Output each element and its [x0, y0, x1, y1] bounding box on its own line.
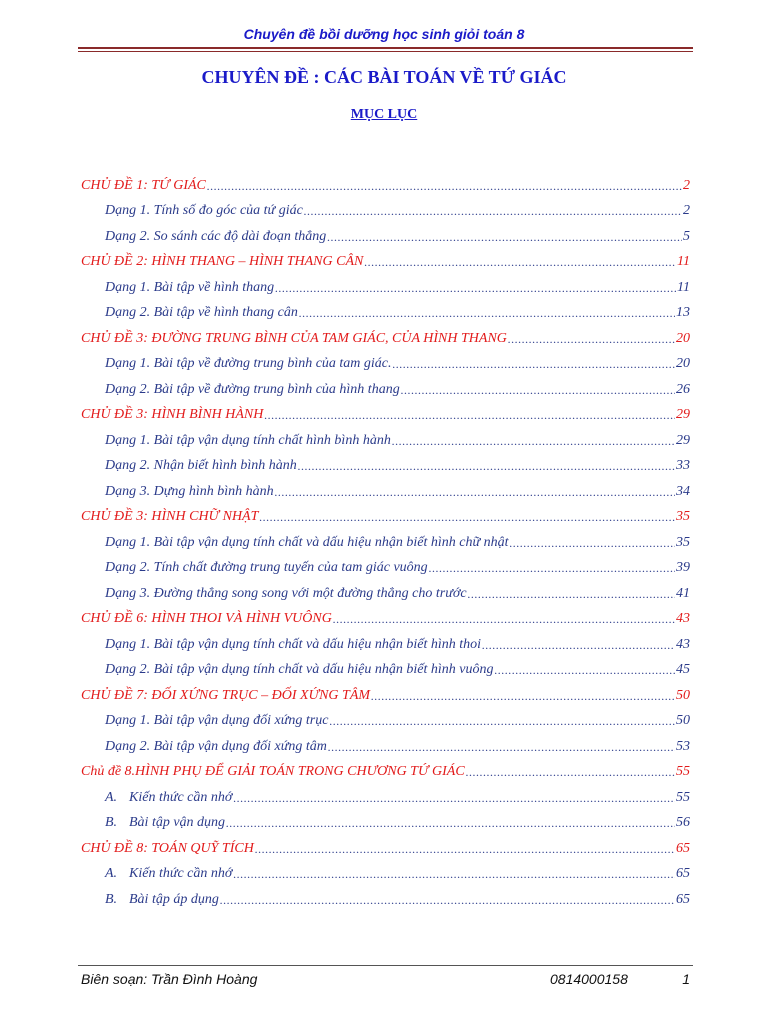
toc-subentry[interactable]: [81, 704, 690, 730]
toc-page-number: 53: [676, 738, 690, 754]
toc-leader-dots: [333, 611, 675, 627]
toc-entry-label: [105, 560, 428, 576]
toc-page-number: 11: [677, 254, 690, 269]
toc-page-number: 56: [676, 815, 690, 830]
toc-leader-dots: [275, 280, 676, 296]
toc-heading: MỤC LỤC: [350, 107, 418, 122]
toc-page-number: 5: [683, 228, 690, 244]
toc-page-number: 50: [676, 713, 690, 728]
toc-entry-text: Bài tập vận dụng: [129, 815, 226, 830]
toc-leader-dots: [466, 764, 675, 780]
toc-leader-dots: [429, 560, 675, 576]
toc-leader-dots: [468, 586, 675, 602]
toc-leader-dots: [259, 509, 675, 525]
toc-subentry[interactable]: [81, 423, 690, 449]
toc-page-number: 55: [676, 764, 690, 779]
toc-chapter-entry[interactable]: [81, 602, 690, 628]
toc-leader-dots: [264, 407, 675, 423]
toc-entry-text: Dạng 2. Bài tập về hình thang cân: [105, 305, 298, 320]
toc-entry-marker: B.: [105, 891, 118, 907]
toc-entry-label: [81, 509, 258, 525]
footer-phone: 0814000158: [550, 971, 628, 987]
toc-leader-dots: [509, 535, 675, 551]
table-of-contents: [81, 168, 690, 908]
footer-rule: [78, 965, 693, 966]
toc-entry-label: [81, 178, 206, 194]
toc-page-number: 34: [676, 483, 690, 499]
toc-entry-text: Dạng 2. Nhận biết hình bình hành: [105, 458, 297, 473]
toc-entry-text: Dạng 1. Bài tập về hình thang: [105, 279, 275, 295]
toc-entry-label: [105, 739, 327, 755]
toc-entry-label: [105, 382, 400, 398]
footer-page-number: 1: [682, 971, 690, 987]
toc-entry-text: CHỦ ĐỀ 1: TỨ GIÁC: [81, 177, 206, 193]
toc-chapter-entry[interactable]: [81, 500, 690, 526]
toc-subentry[interactable]: [81, 449, 690, 475]
toc-entry-label: [81, 764, 465, 780]
toc-leader-dots: [392, 433, 675, 449]
toc-entry-label: [81, 331, 507, 347]
toc-page-number: 2: [683, 177, 690, 193]
toc-subentry[interactable]: [81, 296, 690, 322]
toc-entry-text: Dạng 1. Bài tập vận dụng tính chất hình bình hành: [105, 432, 391, 448]
toc-leader-dots: [371, 688, 675, 704]
header-rule-thin: [78, 51, 693, 52]
toc-entry-text: CHỦ ĐỀ 6: HÌNH THOI VÀ HÌNH VUÔNG: [81, 611, 332, 626]
toc-page-number: 55: [676, 789, 690, 805]
toc-subentry[interactable]: [81, 270, 690, 296]
toc-leader-dots: [401, 382, 675, 398]
toc-page-number: 20: [676, 330, 690, 346]
toc-entry-text: Dạng 2. Bài tập vận dụng tính chất và dấu hiệu nhận biết hình vuông: [105, 662, 494, 677]
toc-page-number: 20: [676, 356, 690, 371]
toc-subentry[interactable]: [81, 194, 690, 220]
toc-entry-text: Kiến thức cần nhớ: [129, 866, 233, 881]
toc-page-number: 29: [676, 407, 690, 422]
toc-entry-label: [105, 713, 328, 729]
toc-leader-dots: [364, 254, 676, 270]
toc-entry-label: [105, 280, 274, 296]
toc-subentry[interactable]: [81, 627, 690, 653]
toc-entry-text: Dạng 2. Bài tập vận dụng đối xứng tâm: [105, 738, 327, 754]
page-footer: [81, 971, 690, 991]
toc-subentry[interactable]: [81, 551, 690, 577]
toc-entry-label: [105, 203, 303, 219]
toc-subentry[interactable]: [81, 882, 690, 908]
toc-subentry[interactable]: [81, 653, 690, 679]
toc-subentry[interactable]: [81, 347, 690, 373]
toc-entry-label: [105, 790, 232, 806]
page-header: Chuyên đề bồi dưỡng học sinh giỏi toán 8: [243, 26, 525, 42]
toc-chapter-entry[interactable]: [81, 321, 690, 347]
toc-entry-label: [105, 305, 298, 321]
toc-page-number: 45: [676, 662, 690, 677]
toc-subentry[interactable]: [81, 474, 690, 500]
toc-entry-text: CHỦ ĐỀ 2: HÌNH THANG – HÌNH THANG CÂN: [81, 254, 364, 269]
toc-subentry[interactable]: [81, 219, 690, 245]
toc-page-number: 43: [676, 636, 690, 652]
toc-entry-text: CHỦ ĐỀ 3: HÌNH CHỮ NHẬT: [81, 509, 259, 524]
toc-page-number: 50: [676, 687, 690, 703]
toc-page-number: 13: [676, 305, 690, 320]
toc-chapter-entry[interactable]: [81, 678, 690, 704]
toc-entry-label: [81, 688, 370, 704]
toc-leader-dots: [393, 356, 675, 372]
toc-chapter-entry[interactable]: [81, 398, 690, 424]
toc-entry-label: [105, 433, 391, 449]
toc-subentry[interactable]: [81, 576, 690, 602]
toc-entry-label: [105, 535, 508, 551]
toc-page-number: 43: [676, 611, 690, 626]
toc-entry-label: [81, 611, 332, 627]
toc-chapter-entry[interactable]: [81, 245, 690, 271]
toc-leader-dots: [275, 484, 675, 500]
toc-page-number: 26: [676, 381, 690, 397]
toc-entry-text: Dạng 1. Bài tập vận dụng tính chất và dấu hiệu nhận biết hình thoi: [105, 636, 482, 652]
toc-leader-dots: [304, 203, 682, 219]
toc-entry-text: Dạng 1. Bài tập vận dụng tính chất và dấu hiệu nhận biết hình chữ nhật: [105, 534, 509, 550]
toc-entry-marker: A.: [105, 866, 118, 881]
toc-entry-text: Kiến thức cần nhớ: [129, 789, 233, 805]
toc-subentry[interactable]: [81, 857, 690, 883]
toc-entry-text: Dạng 1. Bài tập về đường trung bình của tam giác.: [105, 356, 392, 371]
toc-entry-label: [81, 254, 363, 270]
toc-entry-label: [105, 866, 232, 882]
toc-leader-dots: [233, 866, 675, 882]
toc-leader-dots: [220, 892, 675, 908]
toc-entry-text: Dạng 1. Tính số đo góc của tứ giác: [105, 203, 303, 218]
toc-leader-dots: [255, 841, 675, 857]
toc-entry-label: [105, 229, 326, 245]
toc-entry-label: [81, 407, 263, 423]
toc-entry-label: [105, 815, 225, 831]
toc-entry-text: CHỦ ĐỀ 7: ĐỐI XỨNG TRỤC – ĐỐI XỨNG TÂM: [81, 687, 371, 703]
toc-leader-dots: [207, 178, 682, 194]
toc-leader-dots: [226, 815, 675, 831]
toc-leader-dots: [328, 739, 675, 755]
toc-entry-marker: B.: [105, 815, 118, 830]
toc-page-number: 11: [677, 279, 690, 295]
toc-entry-text: CHỦ ĐỀ 3: ĐƯỜNG TRUNG BÌNH CỦA TAM GIÁC, CỦA HÌNH THANG: [81, 330, 507, 346]
toc-entry-label: [105, 356, 392, 372]
toc-page-number: 65: [676, 840, 690, 856]
toc-leader-dots: [298, 458, 675, 474]
toc-entry-label: [105, 892, 219, 908]
toc-entry-text: Dạng 3. Dựng hình bình hành: [105, 483, 274, 499]
toc-leader-dots: [327, 229, 682, 245]
toc-entry-label: [105, 458, 297, 474]
toc-leader-dots: [299, 305, 675, 321]
toc-entry-label: [81, 841, 254, 857]
toc-leader-dots: [329, 713, 675, 729]
document-title: CHUYÊN ĐỀ : CÁC BÀI TOÁN VỀ TỨ GIÁC: [201, 67, 567, 87]
toc-chapter-entry[interactable]: [81, 168, 690, 194]
toc-entry-text: Bài tập áp dụng: [129, 891, 219, 907]
toc-entry-text: Dạng 1. Bài tập vận dụng đối xứng trục: [105, 713, 329, 728]
toc-leader-dots: [482, 637, 675, 653]
toc-entry-text: Dạng 2. Bài tập về đường trung bình của hình thang: [105, 381, 400, 397]
toc-subentry[interactable]: [81, 525, 690, 551]
toc-entry-text: Dạng 3. Đường thẳng song song với một đường thẳng cho trước: [105, 585, 467, 601]
toc-entry-label: [105, 662, 493, 678]
toc-subentry[interactable]: [81, 372, 690, 398]
toc-chapter-entry[interactable]: [81, 831, 690, 857]
toc-page-number: 35: [676, 534, 690, 550]
toc-chapter-entry[interactable]: [81, 755, 690, 781]
toc-page-number: 2: [683, 203, 690, 218]
toc-entry-label: [105, 637, 481, 653]
toc-page-number: 39: [676, 560, 690, 575]
header-rule: [78, 47, 693, 49]
toc-leader-dots: [494, 662, 675, 678]
toc-entry-text: Dạng 2. So sánh các độ dài đoạn thẳng: [105, 228, 327, 244]
toc-subentry[interactable]: [81, 806, 690, 832]
toc-subentry[interactable]: [81, 780, 690, 806]
toc-leader-dots: [233, 790, 675, 806]
toc-page-number: 65: [676, 866, 690, 881]
toc-entry-text: Chủ đề 8.HÌNH PHỤ ĐỂ GIẢI TOÁN TRONG CHƯƠNG TỨ GIÁC: [81, 764, 465, 779]
toc-entry-text: Dạng 2. Tính chất đường trung tuyến của tam giác vuông: [105, 560, 428, 575]
toc-page-number: 65: [676, 891, 690, 907]
toc-page-number: 33: [676, 458, 690, 473]
footer-author: Biên soạn: Trần Đình Hoàng: [81, 971, 258, 987]
toc-page-number: 35: [676, 509, 690, 524]
toc-entry-label: [105, 484, 274, 500]
toc-entry-label: [105, 586, 467, 602]
toc-page-number: 41: [676, 585, 690, 601]
toc-page-number: 29: [676, 432, 690, 448]
toc-entry-marker: A.: [105, 789, 118, 805]
toc-entry-text: CHỦ ĐỀ 8: TOÁN QUỸ TÍCH: [81, 840, 254, 856]
toc-entry-text: CHỦ ĐỀ 3: HÌNH BÌNH HÀNH: [81, 407, 264, 422]
toc-subentry[interactable]: [81, 729, 690, 755]
toc-leader-dots: [508, 331, 675, 347]
